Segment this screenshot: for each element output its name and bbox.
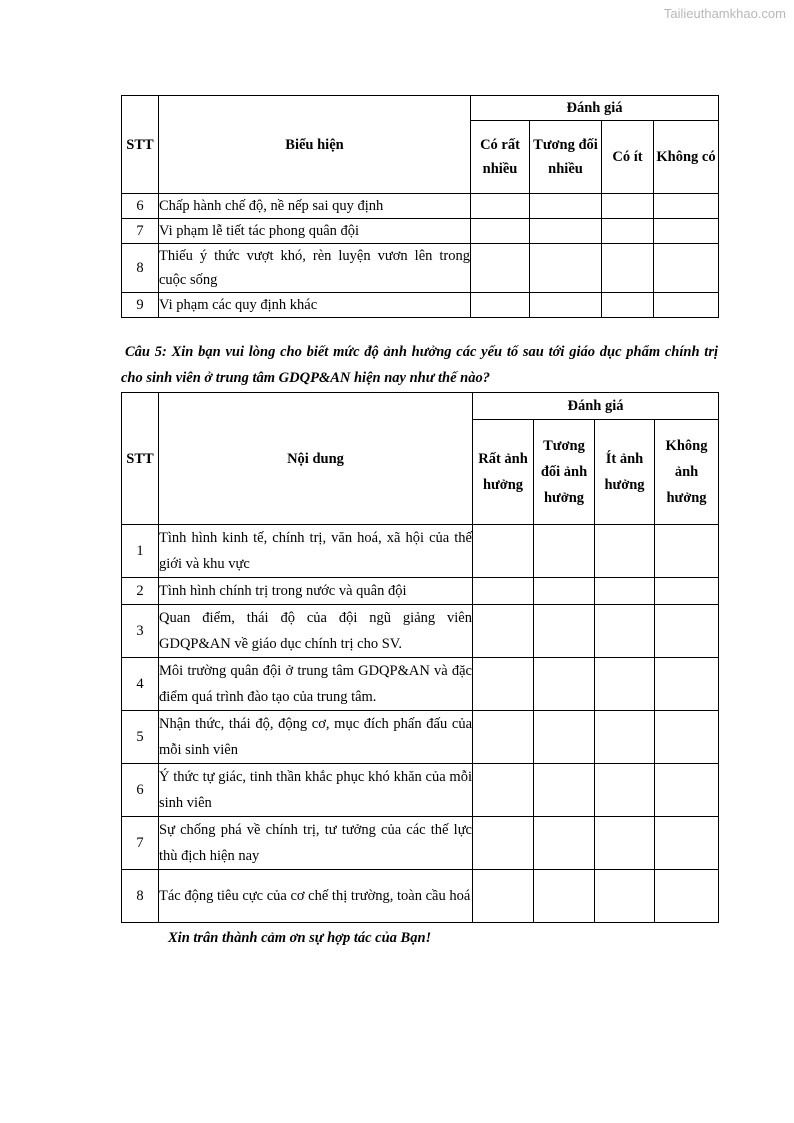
rating-cell[interactable] — [473, 711, 534, 764]
rating-cell[interactable] — [471, 194, 530, 219]
rating-cell[interactable] — [534, 578, 595, 605]
rating-cell[interactable] — [534, 525, 595, 578]
rating-header: Ít ảnh hưởng — [595, 420, 655, 525]
rating-cell[interactable] — [595, 764, 655, 817]
question-5: Câu 5: Xin bạn vui lòng cho biết mức độ ảnh hưởng các yếu tố sau tới giáo dục phẩm chính trị cho sinh viên ở trung tâm GDQP&AN hiện nay như thế nào? — [121, 344, 718, 386]
behavior-table — [121, 95, 719, 318]
row-number: 7 — [122, 817, 159, 870]
stt-header: STT — [122, 393, 159, 525]
rating-header: Có rất nhiều — [471, 121, 530, 194]
rating-cell[interactable] — [595, 605, 655, 658]
row-text: Tình hình chính trị trong nước và quân đội — [159, 578, 473, 605]
rating-cell[interactable] — [595, 870, 655, 923]
rating-cell[interactable] — [655, 817, 719, 870]
row-number: 6 — [122, 194, 159, 219]
rating-cell[interactable] — [473, 605, 534, 658]
rating-cell[interactable] — [534, 870, 595, 923]
rating-cell[interactable] — [602, 219, 654, 244]
rating-cell[interactable] — [534, 605, 595, 658]
rating-cell[interactable] — [473, 658, 534, 711]
row-text: Thiếu ý thức vượt khó, rèn luyện vươn lên trong cuộc sống — [159, 244, 471, 293]
row-number: 8 — [122, 870, 159, 923]
rating-header: Rất ảnh hưởng — [473, 420, 534, 525]
rating-cell[interactable] — [602, 244, 654, 293]
rating-cell[interactable] — [473, 870, 534, 923]
row-number: 4 — [122, 658, 159, 711]
rating-cell[interactable] — [471, 219, 530, 244]
rating-cell[interactable] — [595, 578, 655, 605]
rating-cell[interactable] — [473, 817, 534, 870]
rating-cell[interactable] — [602, 293, 654, 318]
rating-cell[interactable] — [530, 194, 602, 219]
content-header: Nội dung — [159, 393, 473, 525]
rating-cell[interactable] — [471, 244, 530, 293]
rating-cell[interactable] — [655, 658, 719, 711]
row-text: Tình hình kinh tế, chính trị, văn hoá, xã hội của thế giới và khu vực — [159, 525, 473, 578]
rating-cell[interactable] — [655, 870, 719, 923]
rating-cell[interactable] — [654, 293, 719, 318]
influence-table — [121, 392, 719, 923]
rating-cell[interactable] — [534, 658, 595, 711]
rating-cell[interactable] — [654, 194, 719, 219]
rating-cell[interactable] — [655, 711, 719, 764]
rating-header: Tương đối nhiều — [530, 121, 602, 194]
row-text: Nhận thức, thái độ, động cơ, mục đích phấn đấu của mỗi sinh viên — [159, 711, 473, 764]
row-number: 7 — [122, 219, 159, 244]
rating-cell[interactable] — [654, 244, 719, 293]
rating-cell[interactable] — [534, 711, 595, 764]
rating-cell[interactable] — [473, 764, 534, 817]
rating-header: Không có — [654, 121, 719, 194]
row-text: Sự chống phá về chính trị, tư tưởng của các thế lực thù địch hiện nay — [159, 817, 473, 870]
row-text: Quan điểm, thái độ của đội ngũ giảng viên GDQP&AN về giáo dục chính trị cho SV. — [159, 605, 473, 658]
row-text: Tác động tiêu cực của cơ chế thị trường, toàn cầu hoá — [159, 870, 473, 923]
rating-cell[interactable] — [655, 764, 719, 817]
rating-cell[interactable] — [595, 817, 655, 870]
row-text: Chấp hành chế độ, nề nếp sai quy định — [159, 194, 471, 219]
content-header: Biểu hiện — [159, 96, 471, 194]
row-text: Vi phạm lễ tiết tác phong quân đội — [159, 219, 471, 244]
closing-note: Xin trân thành cảm ơn sự hợp tác của Bạn! — [168, 930, 432, 946]
rating-cell[interactable] — [595, 525, 655, 578]
rating-cell[interactable] — [602, 194, 654, 219]
row-number: 2 — [122, 578, 159, 605]
rating-group-header: Đánh giá — [473, 393, 719, 420]
watermark: Tailieuthamkhao.com — [663, 6, 786, 21]
rating-header: Không ảnh hưởng — [655, 420, 719, 525]
row-number: 6 — [122, 764, 159, 817]
row-number: 1 — [122, 525, 159, 578]
rating-cell[interactable] — [530, 244, 602, 293]
rating-header: Có ít — [602, 121, 654, 194]
rating-header: Tương đối ảnh hưởng — [534, 420, 595, 525]
rating-cell[interactable] — [534, 817, 595, 870]
row-text: Vi phạm các quy định khác — [159, 293, 471, 318]
rating-cell[interactable] — [655, 605, 719, 658]
rating-cell[interactable] — [530, 293, 602, 318]
row-number: 9 — [122, 293, 159, 318]
stt-header: STT — [122, 96, 159, 194]
rating-cell[interactable] — [530, 219, 602, 244]
rating-cell[interactable] — [654, 219, 719, 244]
rating-cell[interactable] — [534, 764, 595, 817]
row-text: Môi trường quân đội ở trung tâm GDQP&AN và đặc điểm quá trình đào tạo của trung tâm. — [159, 658, 473, 711]
rating-cell[interactable] — [473, 578, 534, 605]
rating-cell[interactable] — [655, 525, 719, 578]
row-number: 8 — [122, 244, 159, 293]
rating-cell[interactable] — [471, 293, 530, 318]
rating-cell[interactable] — [655, 578, 719, 605]
row-number: 3 — [122, 605, 159, 658]
rating-cell[interactable] — [595, 711, 655, 764]
rating-group-header: Đánh giá — [471, 96, 719, 121]
row-number: 5 — [122, 711, 159, 764]
row-text: Ý thức tự giác, tinh thần khắc phục khó khăn của mỗi sinh viên — [159, 764, 473, 817]
rating-cell[interactable] — [473, 525, 534, 578]
rating-cell[interactable] — [595, 658, 655, 711]
